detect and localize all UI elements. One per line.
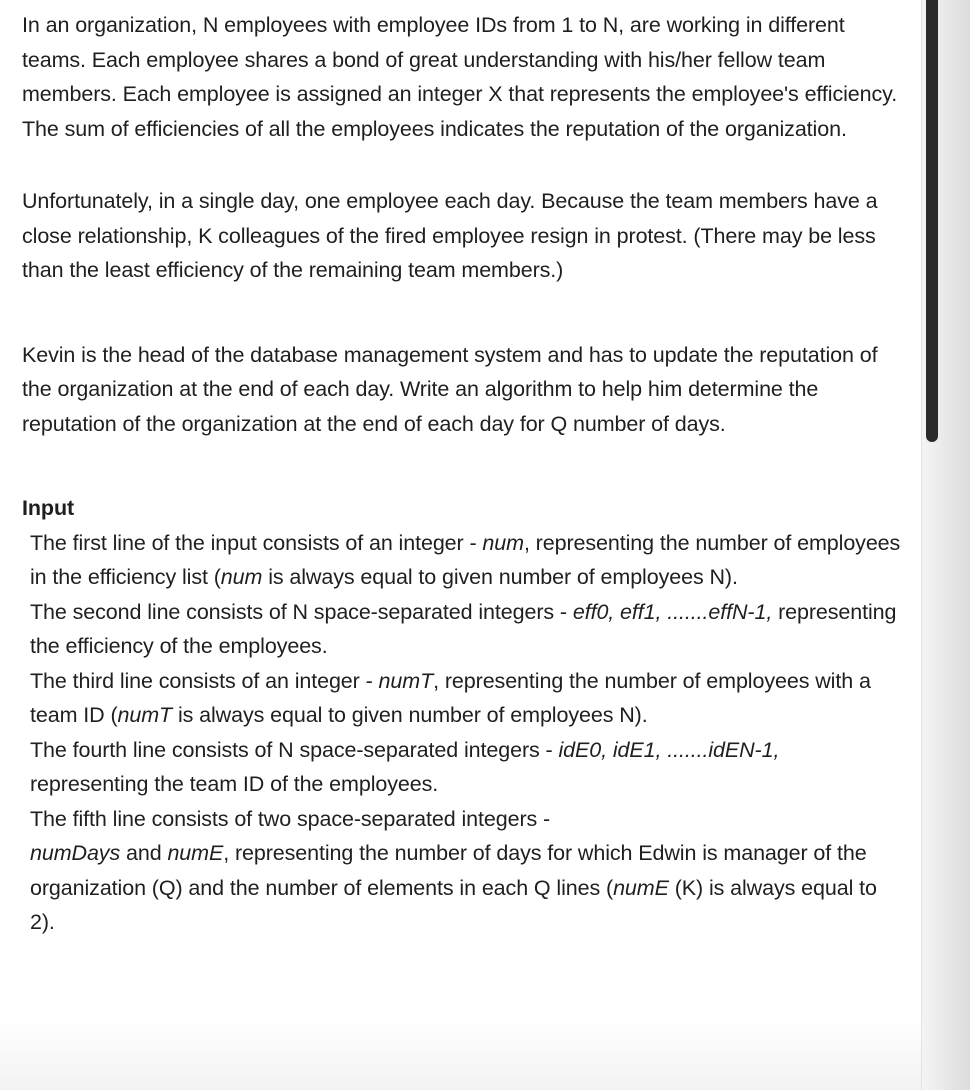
input-line-1 bbox=[30, 526, 902, 595]
input-line-2-text-a: The second line consists of N space-separated integers - bbox=[30, 599, 573, 624]
input-line-3-var: numT bbox=[378, 668, 434, 693]
input-line-2 bbox=[30, 595, 902, 664]
input-line-1-text-a: The first line of the input consists of an integer - bbox=[30, 530, 483, 555]
input-line-3-text-b: , representing the number of employees with a team ID ( bbox=[30, 668, 871, 727]
input-line-3-text-a: The third line consists of an integer - bbox=[30, 668, 379, 693]
input-line-4-text-b: representing the team ID of the employees. bbox=[30, 772, 439, 796]
input-line-4 bbox=[30, 733, 902, 802]
input-line-5 bbox=[30, 802, 902, 940]
scrollbar-thumb[interactable] bbox=[926, 0, 938, 442]
scrollbar-track[interactable] bbox=[921, 0, 970, 1090]
input-line-5-var: numDays bbox=[30, 841, 121, 865]
input-line-4-var: idE0, idE1, .......idEN-1, bbox=[558, 737, 780, 762]
input-line-3-var-2: numT bbox=[117, 703, 173, 727]
input-line-2-text-b: representing the efficiency of the employees. bbox=[30, 599, 897, 658]
input-line-5-text-b: and bbox=[120, 841, 168, 865]
input-line-3 bbox=[30, 664, 902, 733]
input-line-5-text-a: The fifth line consists of two space-separated integers - bbox=[30, 806, 551, 831]
input-line-5-text-c: , representing the number of days for which Edwin is manager of the organization (Q) and the number of elements in each Q lines ( bbox=[30, 841, 867, 900]
input-line-5-var-2: numE bbox=[167, 841, 224, 865]
input-line-1-text-c: is always equal to given number of employees N). bbox=[262, 565, 738, 589]
input-line-5-var-3: numE bbox=[613, 875, 669, 900]
input-line-1-var: num bbox=[482, 530, 524, 555]
input-description bbox=[22, 526, 902, 940]
paragraph-organization: In an organization, N employees with employee IDs from 1 to N, are working in different teams. Each employee shares a bond of great understanding with his/her fellow team members. Each employee is assigned an integer X that represents the employee's efficiency. The sum of efficiencies of all the employees indicates the reputation of the organization. bbox=[22, 13, 898, 141]
paragraph-firing: Unfortunately, in a single day, one employee each day. Because the team members have a close relationship, K colleagues of the fired employee resign in protest. (There may be less than the least efficiency of the remaining team members.) bbox=[22, 189, 878, 282]
bottom-shade bbox=[0, 1020, 922, 1090]
problem-description bbox=[22, 8, 902, 940]
input-line-5-text-d: (K) is always equal to 2). bbox=[30, 875, 877, 934]
input-line-1-var-2: num bbox=[220, 565, 263, 589]
input-line-1-text-b: , representing the number of employees in the efficiency list ( bbox=[30, 530, 901, 589]
input-line-4-text-a: The fourth line consists of N space-separated integers - bbox=[30, 737, 559, 762]
paragraph-task: Kevin is the head of the database management system and has to update the reputation of the organization at the end of each day. Write an algorithm to help him determine the reputation of the organization at the end of each day for Q number of days. bbox=[22, 342, 878, 436]
input-line-3-text-c: is always equal to given number of employees N). bbox=[172, 703, 648, 727]
input-line-2-var: eff0, eff1, .......effN-1, bbox=[572, 599, 773, 624]
input-heading: Input bbox=[22, 496, 75, 520]
